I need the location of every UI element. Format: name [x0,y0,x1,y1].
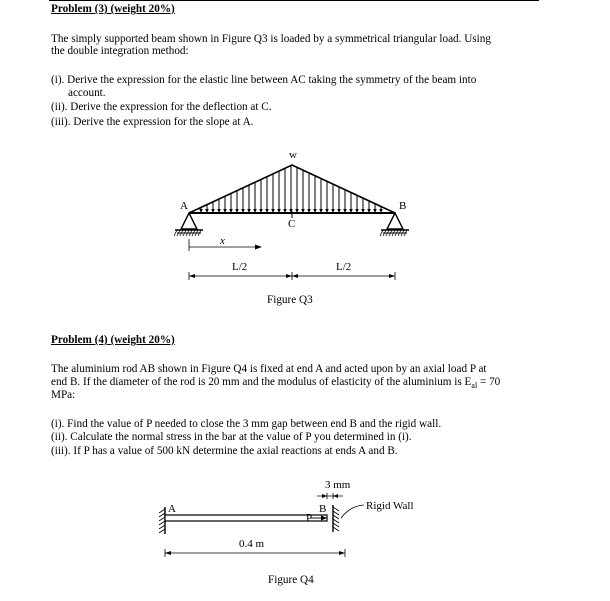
rigid-wall-leader [341,505,364,518]
problem3-item3: (iii). Derive the expression for the slope at A. [51,116,254,128]
load-label-w: w [289,149,297,161]
aluminium-rod [165,515,327,521]
rigid-wall-b [333,505,339,532]
x-coordinate-arrow [189,239,262,251]
figure-q3-caption: Figure Q3 [267,294,313,306]
end-label-b: B [319,503,327,515]
problem4-heading: Problem (4) (weight 20%) [51,334,175,346]
load-arrows [199,165,383,213]
pin-support-a [174,213,203,236]
problem3-intro-line1: The simply supported beam shown in Figure Q3 is loaded by a symmetrical triangular load. Using [51,33,491,45]
load-label-p: P [306,512,313,524]
midpoint-label-c: C [288,218,296,230]
length-label: 0.4 m [239,538,265,550]
problem4-item3: (iii). If P has a value of 500 kN determine the axial reactions at ends A and B. [51,445,398,457]
problem4-intro-line2 [51,376,500,392]
problem4-item1: (i). Find the value of P needed to close the 3 mm gap between end B and the rigid wall. [51,418,442,430]
end-label-a: A [168,503,176,515]
dimension-line-q4 [165,549,345,557]
support-label-b: B [399,200,407,212]
problem3-intro-line2: the double integration method: [51,45,189,57]
fixed-wall-a [159,507,165,534]
problem4-intro-line3: MPa: [51,389,76,401]
problem3-item1: (i). Derive the expression for the elastic line between AC taking the symmetry of the beam into [51,74,477,86]
support-label-a: A [180,200,188,212]
triangular-load-outline [189,165,395,213]
figure-q4-caption: Figure Q4 [268,574,314,586]
modulus-subscript: al [471,381,478,391]
gap-dimension [317,493,343,499]
x-label: x [220,235,225,247]
problem4-intro-line1: The aluminium rod AB shown in Figure Q4 is fixed at end A and acted upon by an axial load P at [51,363,487,375]
problem3-item1-cont: account. [68,87,106,99]
pin-support-b [380,213,409,236]
problem4-item2: (ii). Calculate the normal stress in the bar at the value of P you determined in (i). [51,431,412,443]
rigid-wall-label: Rigid Wall [366,500,414,512]
span-label-left: L/2 [232,261,248,273]
problem3-heading: Problem (3) (weight 20%) [51,3,175,15]
problem3-item2: (ii). Derive the expression for the deflection at C. [51,101,272,113]
gap-label: 3 mm [325,479,351,491]
span-label-right: L/2 [336,261,352,273]
problem4-intro-line2-end: = 70 [477,376,501,388]
problem4-intro-line2-text: end B. If the diameter of the rod is 20 mm and the modulus of elasticity of the aluminium is E [51,376,472,388]
